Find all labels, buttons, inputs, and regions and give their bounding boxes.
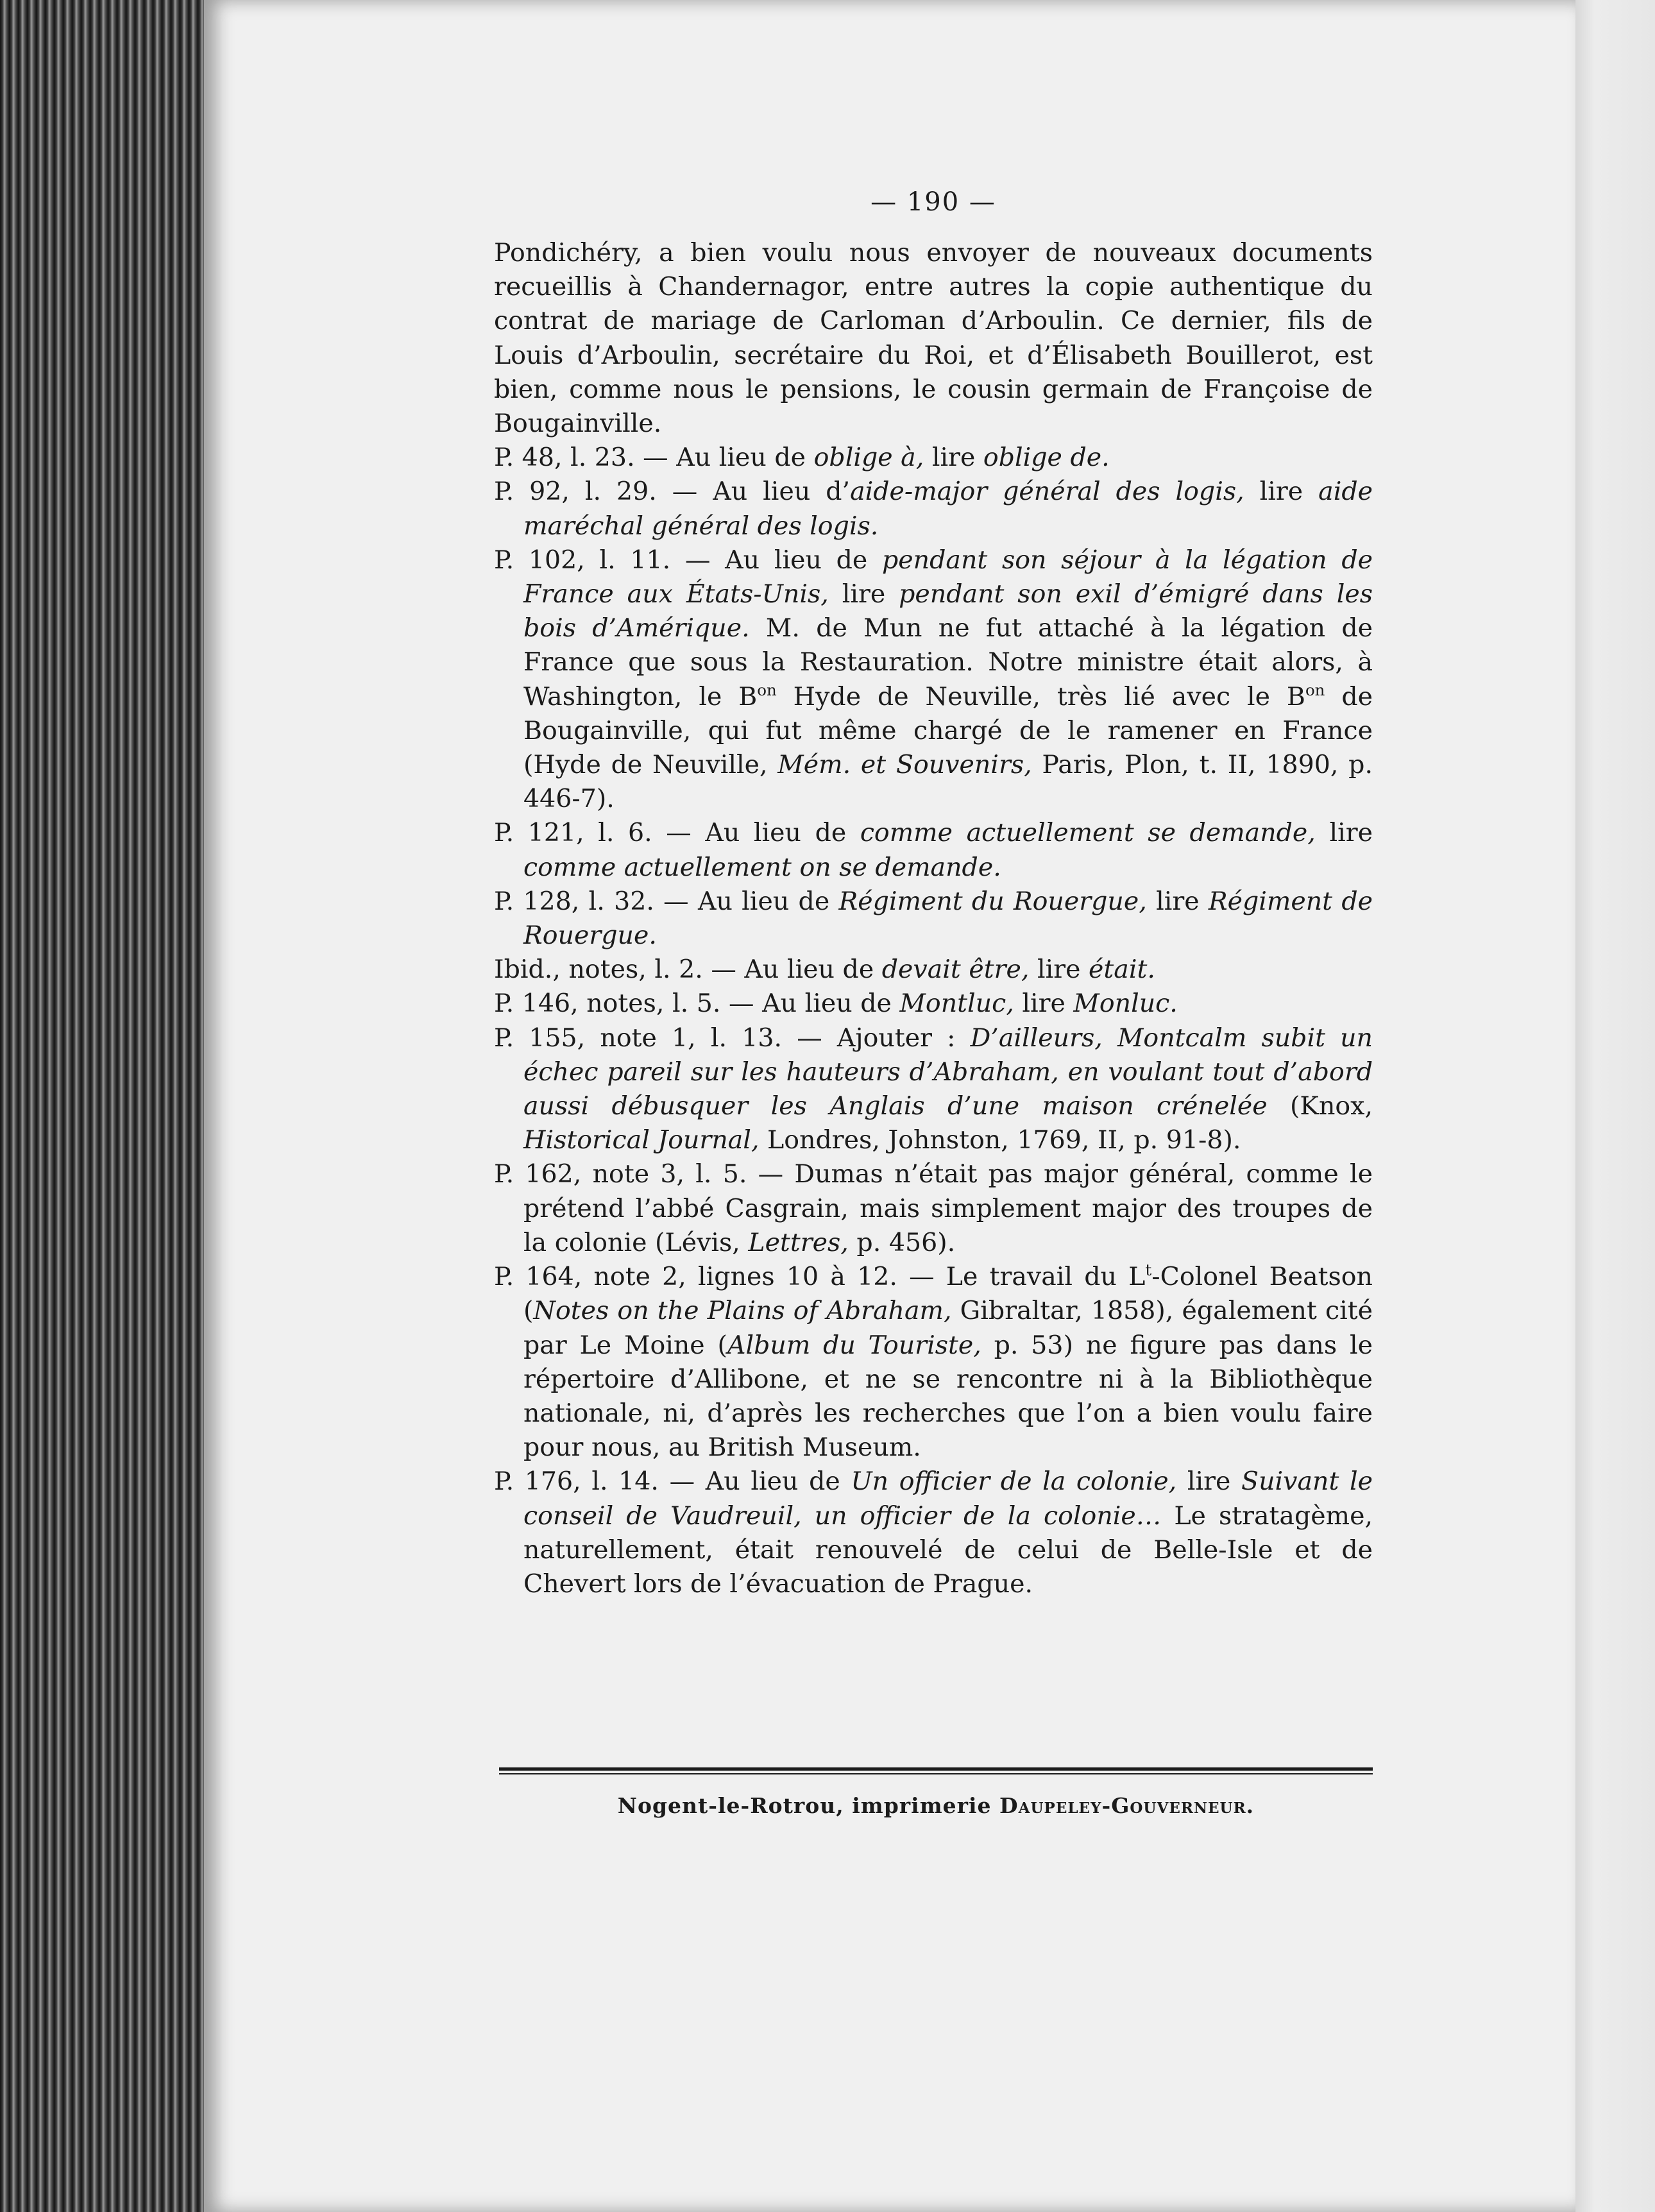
- erratum-p176: P. 176, l. 14. — Au lieu de Un officier de la colonie, lire Suivant le conseil de Vaudreuil, un officier de la colonie… Le stratagème, naturellement, était renouvelé de celui de Belle-Isle et de Chevert lors de l’évacuation de Prague.: [494, 1467, 1373, 1599]
- erratum-p164: P. 164, note 2, lignes 10 à 12. — Le travail du $L^t$-Colonel Beatson (Notes on the Plains of Abraham, Gibraltar, 1858), également cité par Le Moine (Album du Touriste, p. 53) ne figure pas dans le répertoire d’Allibone, et ne se rencontre ni à la Bibliothèque nationale, ni, d’après les recherches que l’on a bien voulu faire pour nous, au British Museum.: [494, 1260, 1373, 1463]
- page-number: — 190 —: [870, 187, 996, 217]
- erratum-p162: P. 162, note 3, l. 5. — Dumas n’était pas major général, comme le prétend l’abbé Casgrain, mais simplement major des troupes de la colonie (Lévis, Lettres, p. 456).: [494, 1159, 1373, 1257]
- facing-page-edge: [1575, 0, 1655, 2212]
- footer-rule-thick: [499, 1767, 1373, 1771]
- erratum-p102: P. 102, l. 11. — Au lieu de pendant son séjour à la légation de France aux États-Unis, lire pendant son exil d’émigré dans les bois d’Amérique. M. de Mun ne fut attaché à la légation de France que sous la Restauration. Notre ministre était alors, à Washington, le $B^{on}$ Hyde de Neuville, très lié avec le $B^{on}$ de Bougainville, qui fut même chargé de le ramener en France (Hyde de Neuville, Mém. et Souvenirs, Paris, Plon, t. II, 1890, p. 446-7).: [494, 545, 1373, 814]
- erratum-p92: P. 92, l. 29. — Au lieu d’aide-major général des logis, lire aide maréchal général des logis.: [494, 477, 1373, 541]
- erratum-p48: P. 48, l. 23. — Au lieu de oblige à, lire oblige de.: [494, 443, 1110, 473]
- erratum-p146: P. 146, notes, l. 5. — Au lieu de Montluc, lire Monluc.: [494, 989, 1178, 1019]
- erratum-p155: P. 155, note 1, l. 13. — Ajouter : D’ailleurs, Montcalm subit un échec pareil sur les hauteurs d’Abraham, en voulant tout d’abord aussi débusquer les Anglais d’une maison crénelée (Knox, Historical Journal, Londres, Johnston, 1769, II, p. 91-8).: [494, 1023, 1373, 1155]
- erratum-p121: P. 121, l. 6. — Au lieu de comme actuellement se demande, lire comme actuellement on se demande.: [494, 818, 1373, 882]
- footer-rule-thin: [499, 1773, 1373, 1774]
- footer-rule: [499, 1767, 1373, 1774]
- erratum-ibid-notes: Ibid., notes, l. 2. — Au lieu de devait être, lire était.: [494, 955, 1155, 985]
- page-content: [494, 186, 1373, 1601]
- page-stack-edge: [0, 0, 212, 2212]
- intro-paragraph: Pondichéry, a bien voulu nous envoyer de nouveaux documents recueillis à Chandernagor, entre autres la copie authentique du contrat de mariage de Carloman d’Arboulin. Ce dernier, fils de Louis d’Arboulin, secrétaire du Roi, et d’Élisabeth Bouillerot, est bien, comme nous le pensions, le cousin germain de Françoise de Bougainville.: [494, 238, 1373, 439]
- erratum-p128: P. 128, l. 32. — Au lieu de Régiment du Rouergue, lire Régiment de Rouergue.: [494, 886, 1373, 951]
- printer-imprint: Nogent-le-Rotrou, imprimerie Daupeley-Gouverneur.: [617, 1793, 1255, 1818]
- printer-name: Daupeley-Gouverneur.: [999, 1793, 1255, 1818]
